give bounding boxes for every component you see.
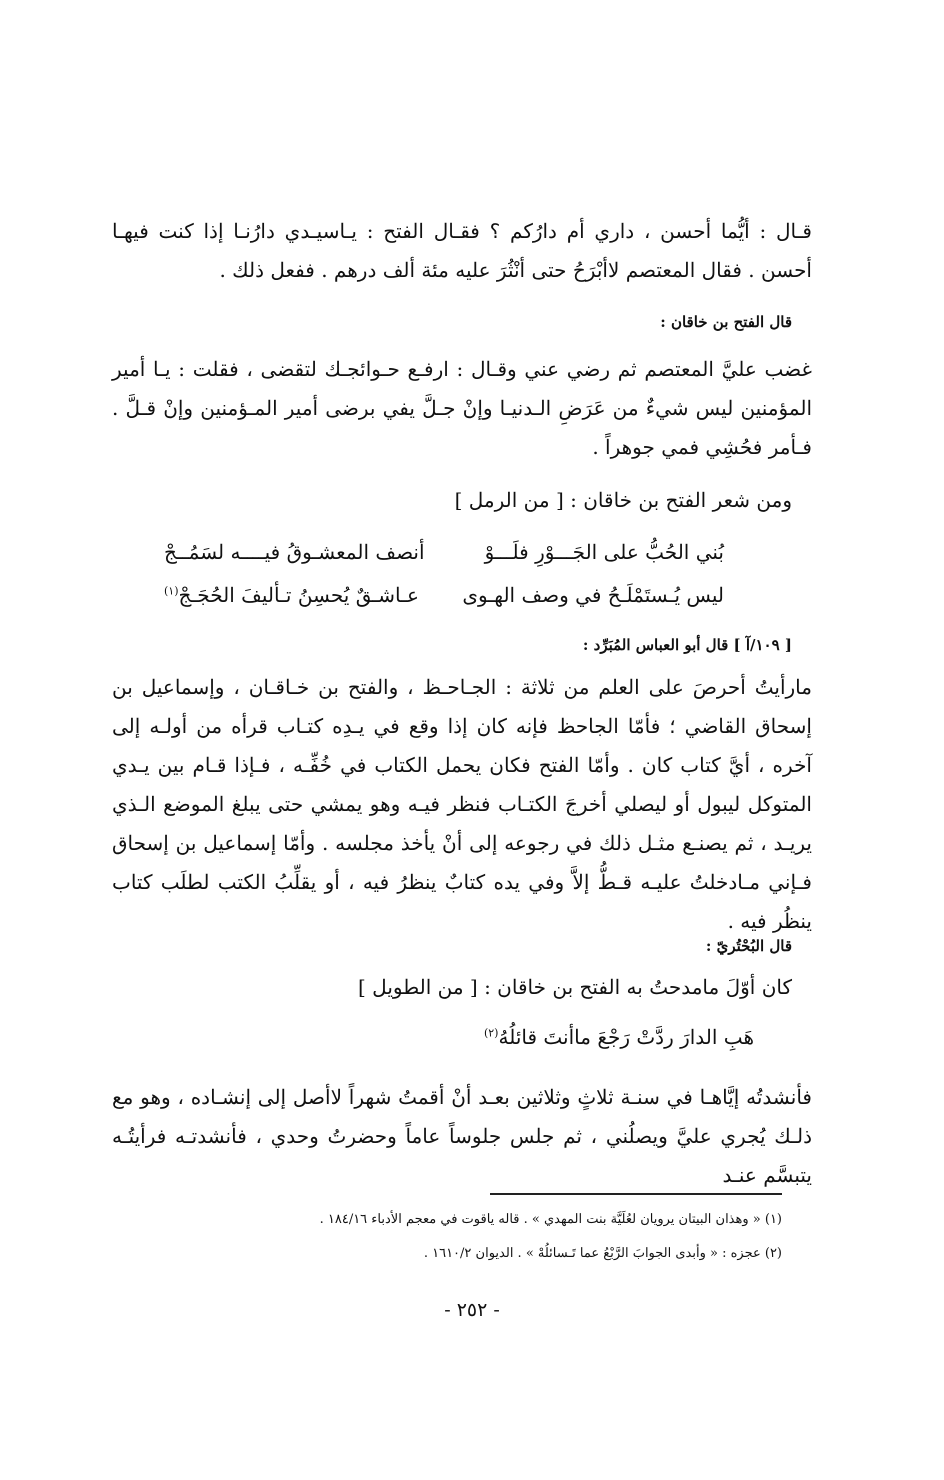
footnote-marker: (٢) <box>483 1026 499 1040</box>
buhturi-verse <box>484 1022 754 1052</box>
paragraph-text: فأنشدتُه إيَّاهـا في سنـة ثلاثٍ وثلاثين بعـد أنْ أقمتُ شهراً لاأصل إلى إنشـاده ، وهو مع ذلـك يُجري عليَّ ويصلُني ، ثم جلس جلوساً عاماً وحضرتُ وحدي ، فأنشدتـه فرأيتُـه يتبسَّم عنـد <box>112 1085 812 1187</box>
paragraph-text: غضب عليَّ المعتصم ثم رضي عني وقـال : ارفـع حـوائجـك لتقضى ، فقلت : يـا أمير المؤمنين ليس شيءٌ من عَرَضِ الـدنيـا وإنْ جـلَّ يفي برضى أمير المـؤمنين وإنْ قـلَّ . فـأمر فحُشِي فمي جوهراً . <box>112 357 812 459</box>
verse-text: هَبِ الدارَ ردَّتْ رَجْعَ ماأنتَ قائلُهُ <box>498 1025 754 1049</box>
footnote-2: (٢) عجزه : « وأبدى الجوابَ الرَّبْعُ عما تَـسائلُهْ » . الديوان ١٦١٠/٢ . <box>423 1246 782 1261</box>
verse-text: عـاشـقٌ يُحسِنُ تـأليفَ الحُجَـجْ <box>178 583 419 607</box>
verse-second-hemistich <box>164 579 419 611</box>
verse-text: أنصف المعشـوقُ فيــــه لسَمُــجْ <box>164 540 425 564</box>
heading-mubarrad: [ ١٠٩/آ ] قال أبو العباس المُبَرِّد : <box>582 636 792 654</box>
page-number: - ٢٥٢ - <box>444 1299 500 1321</box>
paragraph-text: مارأيتُ أحرصَ على العلم من ثلاثة : الجـاحـظ ، والفتح بن خـاقـان ، وإسماعيل بن إسحاق القاضي ؛ فأمّا الجاحظ فإنه كان إذا وقع في يـدِه كتـاب قرأه من أولـه إلى آخره ، أيَّ كتاب كان . وأمّا الفتح فكان يحمل الكتاب في خُفِّـه ، فـإذا قـام بين يـدي المتوكل ليبول أو ليصلي أخرجَ الكتـاب فنظر فيـه وهو يمشي حتى يبلغ الموضع الـذي يريـد ، ثم يصنـع مثـل ذلك في رجوعه إلى أنْ يأخذ مجلسه . وأمّا إسماعيل بن إسحاق فـإني مـادخلتُ عليـه قـطُّ إلاَّ وفي يده كتابٌ ينظرُ فيه ، أو يقلِّبُ الكتب لطلَب كتاب ينظُر فيه . <box>112 675 812 933</box>
paragraph-recital <box>112 1078 812 1195</box>
verse-first-hemistich: ليس يُـستَمْلَـحُ في وصف الهـوى <box>462 583 724 607</box>
heading-fath-ibn-khaqan: قال الفتح بن خاقان : <box>660 313 792 331</box>
poem-intro: ومن شعر الفتح بن خاقان : [ من الرمل ] <box>454 488 792 512</box>
paragraph-mutasim <box>112 350 812 467</box>
verse-line <box>164 536 724 568</box>
paragraph-mubarrad <box>112 668 812 941</box>
buhturi-intro: كان أوّلَ مامدحتُ به الفتح بن خاقان : [ من الطويل ] <box>358 975 792 999</box>
footnote-marker: (١) <box>164 584 179 598</box>
footnote-divider <box>490 1193 782 1195</box>
verse-line <box>164 579 724 611</box>
paragraph-text: قـال : أيُّما أحسن ، داري أم دارُكم ؟ فقـال الفتح : يـاسيـدي دارُنـا إذا كنت فيهـا أحسن . فقال المعتصم لاأبْرَحُ حتى أنْثُرَ عليه مئة ألف درهم . ففعل ذلك . <box>112 219 812 282</box>
verse-first-hemistich: بُني الحُبُّ على الجَـــوْرِ فلَـــوْ <box>484 540 724 564</box>
heading-buhturi: قال البُحْتُريّ : <box>705 937 792 955</box>
footnote-1: (١) « وهذان البيتان يرويان لعُلَيَّة بنت المهدي » . قاله ياقوت في معجم الأدباء ١٨٤/١٦ . <box>319 1212 782 1227</box>
verse-second-hemistich <box>164 536 425 568</box>
paragraph-dialogue <box>112 212 812 290</box>
